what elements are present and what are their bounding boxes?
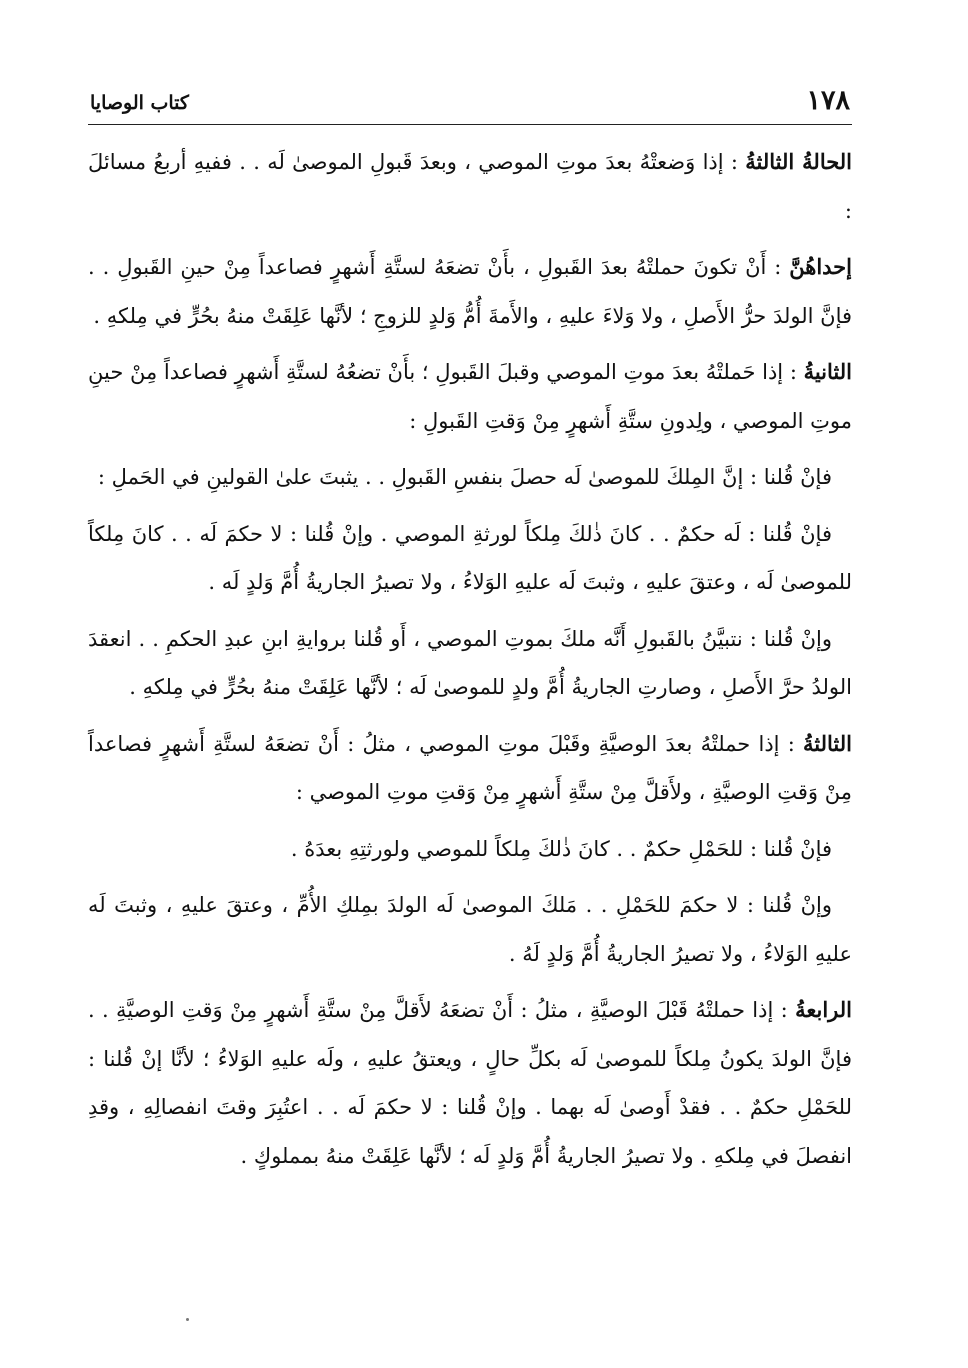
page-header bbox=[90, 84, 850, 124]
paragraph-text: فإنْ قُلنا : إنَّ المِلكَ للموصىٰ لَه حصلَ بنفسِ القَبولِ . . يثبتَ علىٰ القولينِ في الحَملِ : bbox=[97, 465, 832, 489]
paragraph-heading: الحالةُ الثالثةُ bbox=[745, 149, 853, 174]
paragraph-first-issue bbox=[88, 243, 852, 340]
paragraph-heading: إحداهُنَّ bbox=[789, 254, 852, 279]
header-divider bbox=[88, 124, 852, 125]
paragraph-third-case bbox=[88, 138, 852, 235]
page-number: ١٧٨ bbox=[806, 85, 850, 116]
paragraph-text-block bbox=[88, 615, 852, 712]
paragraph-text: وإنْ قُلنا : لا حكمَ للحَمْلِ . . مَلكَ الموصىٰ لَه الولدَ بمِلكِ الأُمِّ ، وعتقَ عليهِ ، وثبتَ لَه عليهِ الوَلاءُ ، ولا تصيرُ الجاريةُ أُمَّ وَلدٍ لَهُ . bbox=[88, 893, 852, 966]
paragraph-second-issue bbox=[88, 348, 852, 445]
paragraph-text-block bbox=[88, 881, 852, 978]
paragraph-text: : أَنْ تكونَ حملتْهُ بعدَ القَبولِ ، بأَنْ تضعَهُ لستَّةِ أَشهرٍ فصاعداً مِنْ حينِ القَبولِ . . فإنَّ الولدَ حرُّ الأَصلِ ، ولا وَلاءَ عليهِ ، والأَمةَ أُمُّ وَلدٍ للزوجِ ؛ لأنَّها عَلِقَتْ منهُ بحُرٍّ في مِلكهِ . bbox=[88, 255, 852, 328]
paragraph-text: : إذا حَملتْهُ بعدَ موتِ الموصي وقبلَ القَبولِ ؛ بأَنْ تضعُهُ لستَّةِ أَشهرٍ فصاعداً مِنْ حينِ موتِ الموصي ، ولِدونِ ستَّةِ أَشهرٍ مِنْ وَقتِ القَبولِ : bbox=[88, 360, 852, 433]
paragraph-third-issue bbox=[88, 720, 852, 817]
paragraph-text-block bbox=[88, 825, 852, 874]
paragraph-text: فإنْ قُلنا : للحَمْلِ حكمٌ . . كانَ ذٰلكَ مِلكاً للموصي ولورثتِهِ بعدَهُ . bbox=[290, 836, 832, 861]
paragraph-text-block bbox=[88, 453, 852, 502]
paragraph-fourth-issue bbox=[88, 986, 852, 1180]
paragraph-heading: الثانيةُ bbox=[803, 359, 852, 384]
paragraph-text: : إذا حملتْهُ بعدَ الوصيَّةِ وقَبْلَ موتِ الموصي ، مثلُ : أَنْ تضعَهُ لستَّةِ أَشهرٍ فصاعداً مِنْ وَقتِ الوصيَّةِ ، ولأَقلَّ مِنْ ستَّةِ أَشهرٍ مِنْ وَقتِ موتِ الموصي : bbox=[88, 731, 852, 804]
paragraph-text: : إذا حملتْهُ قَبْلَ الوصيَّةِ ، مثلُ : أَنْ تضعَهُ لأَقلَّ مِنْ ستَّةِ أَشهرٍ مِنْ وَقتِ الوصيَّةِ . . فإنَّ الولدَ يكونُ مِلكاً للموصىٰ لَه بكلِّ حالٍ ، ويعتقُ عليهِ ، ولَه عليهِ الوَلاءُ ؛ لأنَّا إنْ قُلنا : للحَمْلِ حكمٌ . . فقدْ أَوصىٰ لَه بهما . وإنْ قُلنا : لا حكمَ لَه . . اعتُبِرَ وقتَ انفصالِهِ ، وقدِ انفصلَ في مِلكهِ . ولا تصيرُ الجاريةُ أُمَّ وَلدٍ لَه ؛ لأنَّها عَلِقَتْ منهُ بمملوكٍ . bbox=[88, 998, 852, 1168]
paragraph-text: وإنْ قُلنا : نتبيَّنُ بالقَبولِ أَنَّه ملكَ بموتِ الموصي ، أَو قُلنا بروايةِ ابنِ عبدِ الحكمِ . . انعقدَ الولدُ حرَّ الأَصلِ ، وصارتِ الجاريةُ أُمَّ ولدٍ للموصىٰ لَه ؛ لأنَّها عَلِقَتْ منهُ بحُرٍّ في مِلكهِ . bbox=[88, 626, 852, 699]
print-speck bbox=[186, 1318, 189, 1321]
page-body bbox=[88, 138, 852, 1188]
paragraph-heading: الرابعةُ bbox=[795, 997, 852, 1022]
paragraph-text-block bbox=[88, 510, 852, 607]
paragraph-heading: الثالثةُ bbox=[803, 730, 852, 756]
paragraph-text: فإنْ قُلنا : لَه حكمٌ . . كانَ ذٰلكَ مِلكاً لورثةِ الموصي . وإنْ قُلنا : لا حكمَ لَه . . كانَ مِلكاً للموصىٰ لَه ، وعتقَ عليهِ ، وثبتَ لَه عليهِ الوَلاءُ ، ولا تصيرُ الجاريةُ أُمَّ وَلدٍ لَه . bbox=[88, 521, 852, 594]
running-title: كتاب الوصايا bbox=[90, 92, 189, 114]
paragraph-text: : إذا وَضعتْهُ بعدَ موتِ الموصي ، وبعدَ قَبولِ الموصىٰ لَه . . ففيهِ أربعُ مسائلَ : bbox=[88, 150, 852, 223]
